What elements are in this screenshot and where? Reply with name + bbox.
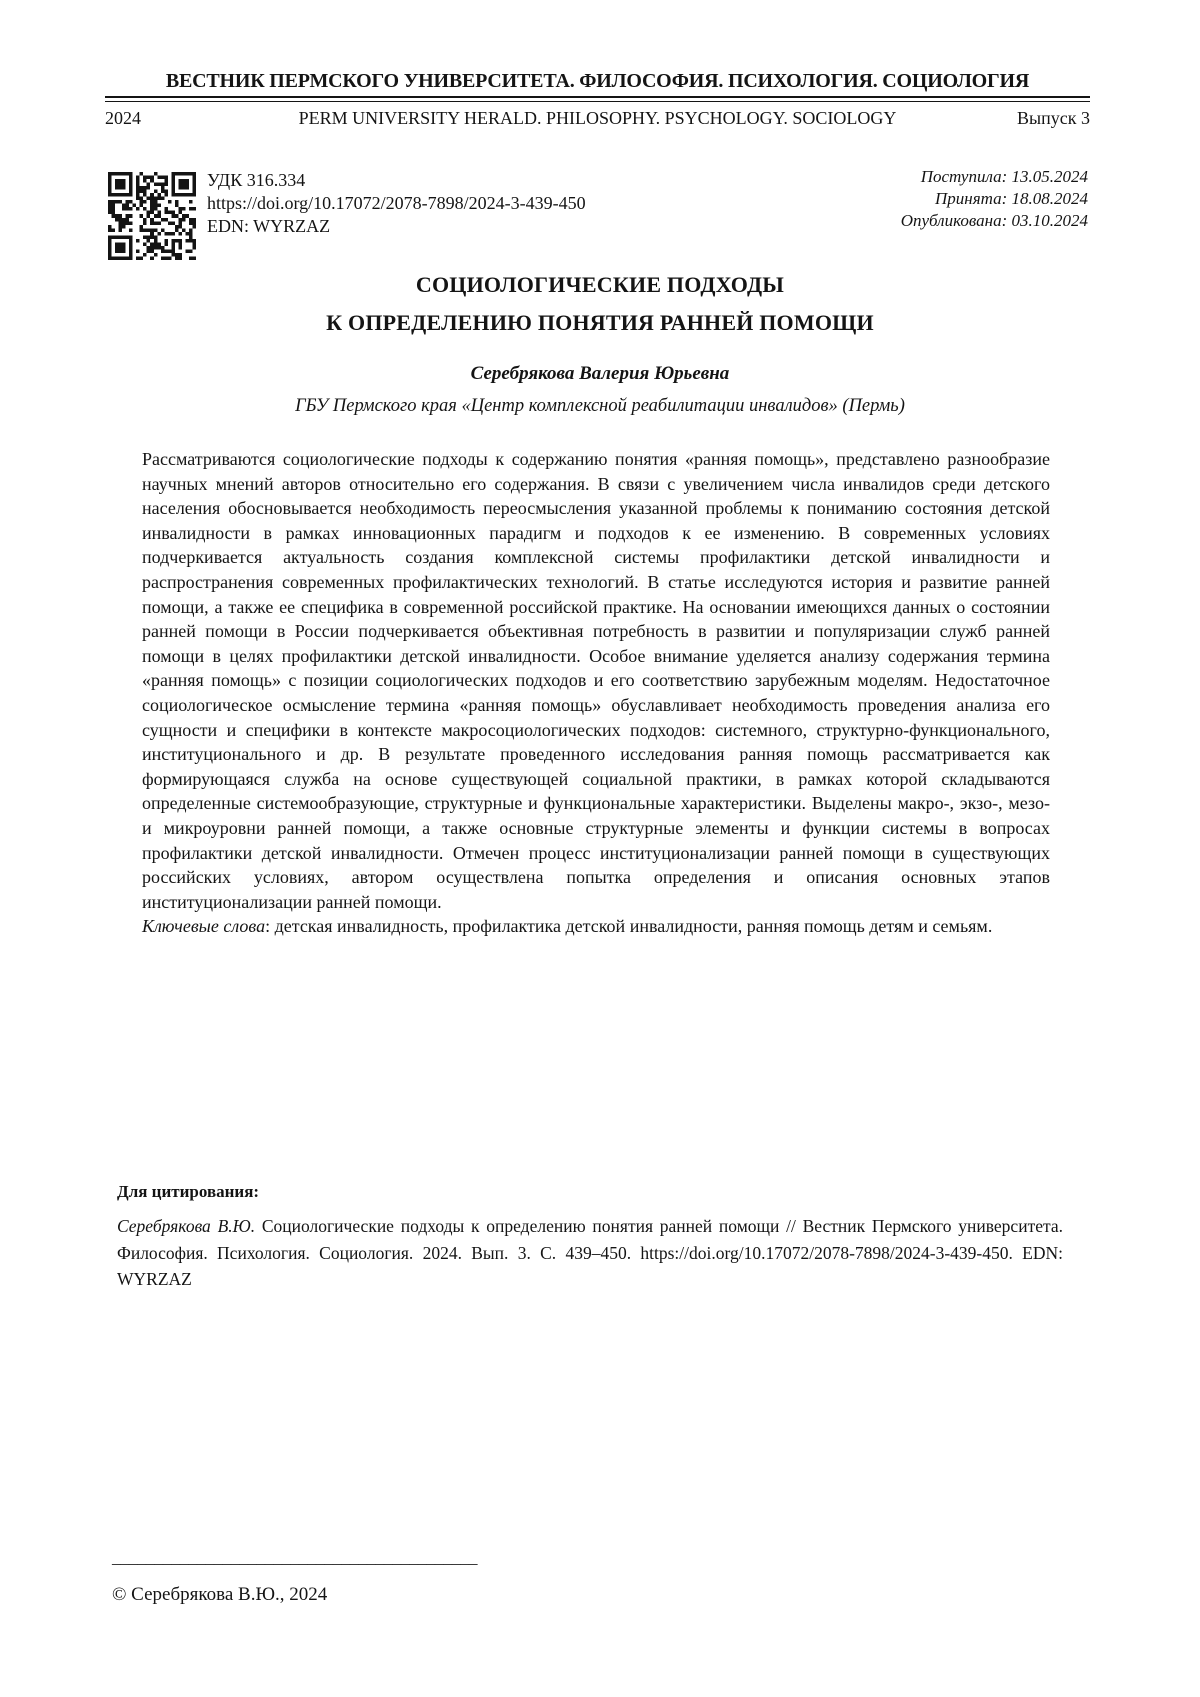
header-meta-row: [105, 108, 1090, 129]
abstract-text: Рассматриваются социологические подходы к содержанию понятия «ранняя помощь», представлено разнообразие научных мнений авторов относительно его содержания. В связи с увеличением числа инвалидов среди детского населения обосновывается необходимость переосмысления указанной проблемы к пониманию состояния детской инвалидности в рамках инновационных парадигм и подходов к ее изменению. В современных условиях подчеркивается актуальность создания комплексной системы профилактики детской инвалидности и распространения современных профилактических технологий. В статье исследуются история и развитие ранней помощи, а также ее специфика в современной российской практике. На основании имеющихся данных о состоянии ранней помощи в России подчеркивается объективная потребность в развитии и популяризации служб ранней помощи в целях профилактики детской инвалидности. Особое внимание уделяется анализу содержания термина «ранняя помощь» с позиции социологических подходов и его соответствию зарубежным моделям. Недостаточное социологическое осмысление термина «ранняя помощь» обуславливает необходимость проведения анализа его сущности и специфики в контексте макросоциологических подходов: системного, структурно-функционального, институционального и др. В результате проведенного исследования ранняя помощь рассматривается как формирующаяся служба на основе существующей социальной практики, в рамках которой складываются определенные системообразующие, структурные и функциональные характеристики. Выделены макро-, экзо-, мезо- и микроуровни ранней помощи, а также основные структурные элементы и функции системы в вопросах профилактики детской инвалидности. Отмечен процесс институционализации ранней помощи в существующих российских условиях, автором осуществлена попытка определения и описания основных этапов институционализации ранней помощи.: [142, 449, 1050, 912]
citation-text: [117, 1213, 1063, 1293]
article-author: Серебрякова Валерия Юрьевна: [470, 363, 730, 384]
article-dates: [901, 166, 1088, 232]
citation-author: Серебрякова В.Ю.: [117, 1216, 256, 1236]
journal-title-ru: ВЕСТНИК ПЕРМСКОГО УНИВЕРСИТЕТА. ФИЛОСОФИЯ. ПСИХОЛОГИЯ. СОЦИОЛОГИЯ: [165, 70, 1030, 92]
date-accepted: Принята: 18.08.2024: [934, 189, 1088, 208]
journal-title-en: PERM UNIVERSITY HERALD. PHILOSOPHY. PSYCHOLOGY. SOCIOLOGY: [298, 108, 897, 128]
article-title: [0, 266, 1200, 342]
article-identifiers: [207, 169, 586, 238]
keywords-paragraph: [142, 914, 1050, 939]
copyright-notice: © Серебрякова В.Ю., 2024: [112, 1584, 328, 1605]
header-double-rule: [105, 96, 1090, 102]
footnote-rule: ___________________________________________: [112, 1548, 478, 1567]
udc-number: УДК 316.334: [207, 170, 306, 190]
date-published: Опубликована: 03.10.2024: [900, 211, 1088, 230]
citation-label: Для цитирования:: [117, 1182, 260, 1201]
date-received: Поступила: 13.05.2024: [920, 167, 1088, 186]
edn-code: EDN: WYRZAZ: [207, 216, 331, 236]
keywords-label: Ключевые слова: [142, 916, 266, 937]
journal-issue: Выпуск 3: [1017, 108, 1090, 128]
keywords-text: : детская инвалидность, профилактика детской инвалидности, ранняя помощь детям и семьям.: [265, 916, 993, 937]
journal-year: 2024: [105, 108, 141, 128]
journal-running-head: [105, 70, 1090, 129]
citation-body: Социологические подходы к определению понятия ранней помощи // Вестник Пермского университета. Философия. Психология. Социология. 2024. Вып. 3. С. 439–450. https://doi.org/10.17072/2078-7898/2024-3-439-450. EDN: WYRZAZ: [117, 1216, 1063, 1289]
article-title-line2: К ОПРЕДЕЛЕНИЮ ПОНЯТИЯ РАННЕЙ ПОМОЩИ: [326, 310, 874, 335]
article-title-line1: СОЦИОЛОГИЧЕСКИЕ ПОДХОДЫ: [415, 272, 785, 297]
doi-text: https://doi.org/10.17072/2078-7898/2024-3-439-450: [207, 193, 586, 213]
qr-code-icon: [108, 172, 196, 260]
author-affiliation: ГБУ Пермского края «Центр комплексной реабилитации инвалидов» (Пермь): [295, 396, 905, 416]
abstract-section: [142, 447, 1050, 939]
